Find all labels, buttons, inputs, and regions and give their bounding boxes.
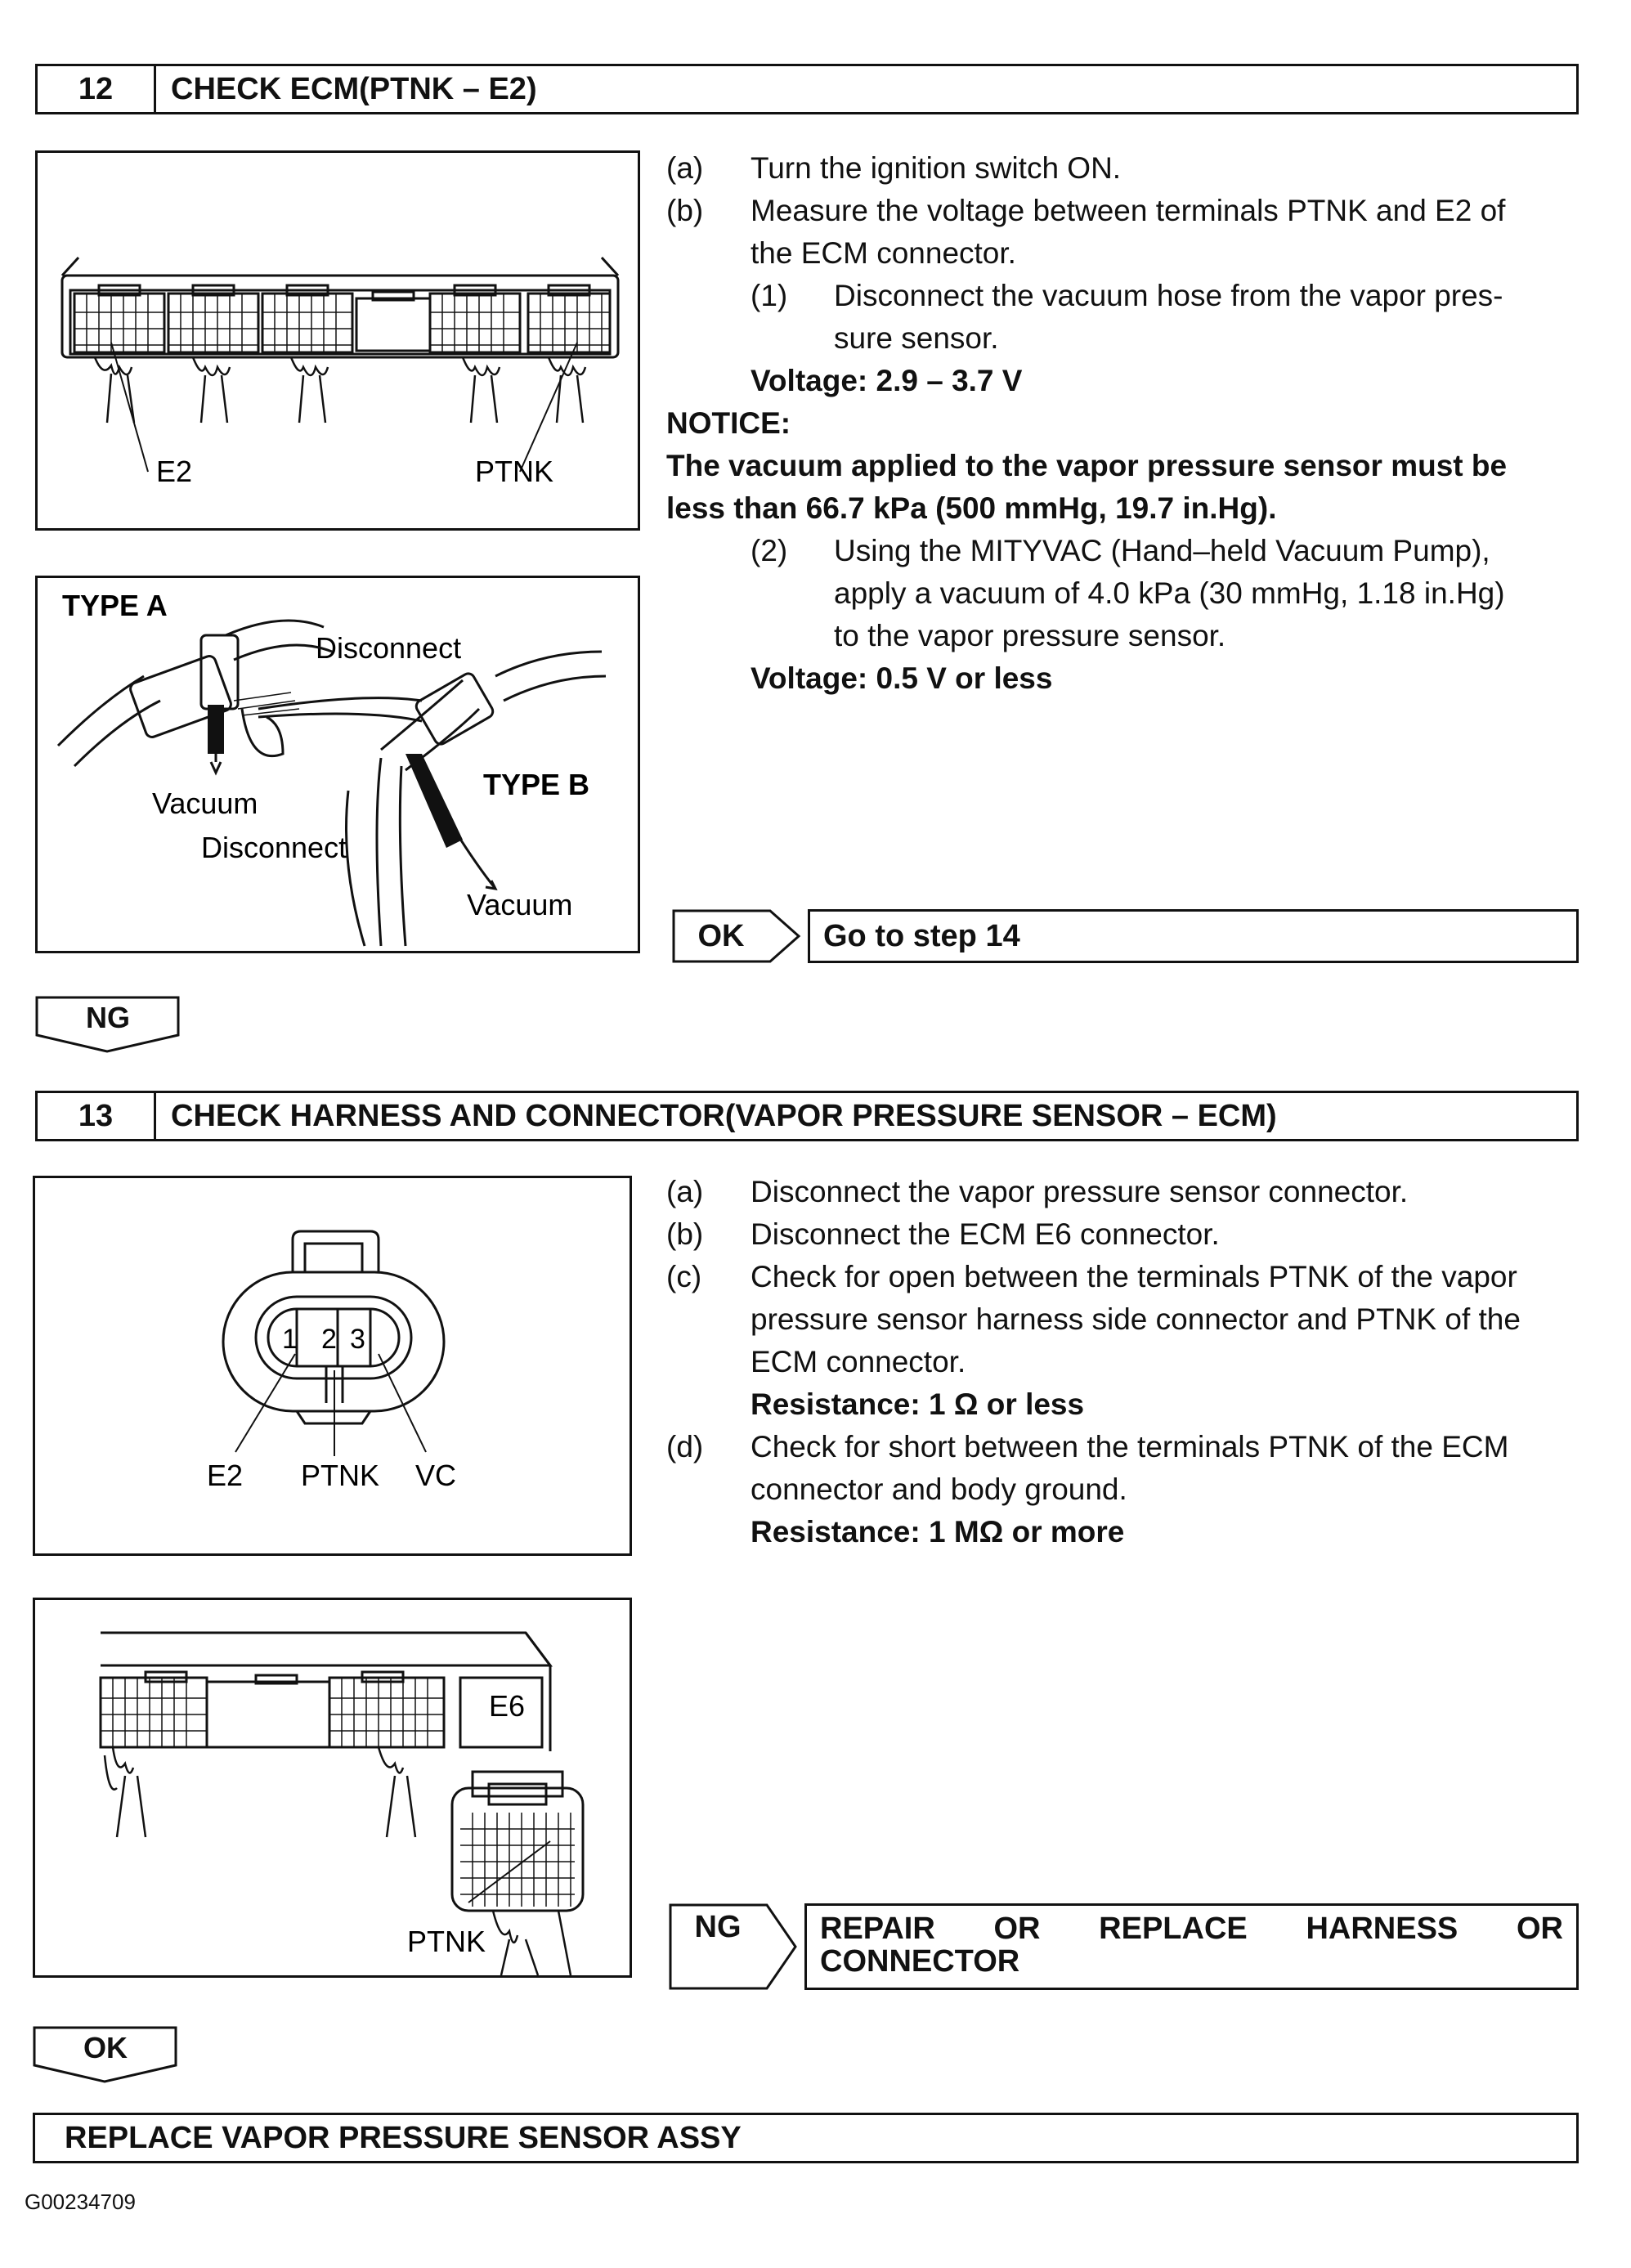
vacuum-a-label: Vacuum [152,787,258,820]
sensor-connector-drawing [35,1178,630,1553]
notice-heading: NOTICE: [666,406,791,440]
ng-label-12: NG [86,1001,130,1034]
pin-2: 2 [321,1324,337,1355]
step12-header [35,64,1579,114]
ok-label-13: OK [83,2031,128,2064]
harness-word: HARNESS [1306,1912,1458,1946]
fig1-e2-label: E2 [156,455,193,488]
fig3-vc-label: VC [415,1459,457,1492]
step13-header [35,1091,1579,1141]
ecm-connector-figure [35,150,640,531]
item-d-text-1: Check for short between the terminals PTNK of the ECM [751,1430,1509,1463]
voltage-spec-2: Voltage: 0.5 V or less [751,661,1053,695]
repair-replace-box [804,1903,1579,1990]
replace-sensor-text: REPLACE VAPOR PRESSURE SENSOR ASSY [65,2120,742,2155]
repair-line-2: CONNECTOR [820,1944,1020,1979]
go-to-step-14-box [808,909,1579,963]
resistance-spec-1: Resistance: 1 Ω or less [751,1387,1085,1421]
or-word-1: OR [993,1912,1041,1946]
type-b-label: TYPE B [483,768,590,801]
sub1-text-1: Disconnect the vacuum hose from the vapor pres- [834,279,1503,312]
item-d-text-2: connector and body ground. [751,1472,1127,1506]
item-b-text-1: Measure the voltage between terminals PTNK and E2 of [751,194,1506,227]
vacuum-hose-figure [35,576,640,953]
step13-instructions [666,1171,1582,1555]
sub1-label: (1) [751,279,788,312]
item-b-label: (b) [666,194,704,227]
disconnect-b-label: Disconnect [201,831,347,864]
item-b-text: Disconnect the ECM E6 connector. [751,1217,1220,1251]
item-a-text: Turn the ignition switch ON. [751,151,1122,185]
repair-word: REPAIR [820,1912,935,1946]
sub2-label: (2) [751,534,788,567]
voltage-spec-1: Voltage: 2.9 – 3.7 V [751,364,1023,397]
repair-line-1 [820,1912,1563,1945]
ecm-connector-drawing [38,153,638,528]
item-c-text-3: ECM connector. [751,1345,966,1378]
item-c-label: (c) [666,1260,702,1293]
ok-label: OK [697,918,745,953]
ecm-e6-figure [33,1598,632,1978]
fig3-ptnk-label: PTNK [301,1459,380,1492]
item-d-label: (d) [666,1430,704,1463]
or-word-2: OR [1516,1912,1563,1946]
go-to-step-14-text: Go to step 14 [823,918,1020,953]
sub2-text-1: Using the MITYVAC (Hand–held Vacuum Pump), [834,534,1490,567]
step-number: 13 [38,1093,156,1139]
fig3-e2-label: E2 [207,1459,244,1492]
step-title: CHECK HARNESS AND CONNECTOR(VAPOR PRESSURE SENSOR – ECM) [171,1098,1277,1133]
sensor-connector-figure [33,1176,632,1556]
pin-1: 1 [282,1324,298,1355]
fig4-ptnk-label: PTNK [407,1925,486,1958]
resistance-spec-2: Resistance: 1 MΩ or more [751,1515,1125,1549]
notice-text-2: less than 66.7 kPa (500 mmHg, 19.7 in.Hg). [666,491,1277,525]
step-number: 12 [38,66,156,112]
replace-word: REPLACE [1099,1912,1248,1946]
ecm-e6-drawing [35,1600,630,1975]
sub2-text-2: apply a vacuum of 4.0 kPa (30 mmHg, 1.18 in.Hg) [834,576,1505,610]
item-b-label: (b) [666,1217,704,1251]
fig1-ptnk-label: PTNK [475,455,554,488]
figure-code: G00234709 [25,2190,136,2214]
item-a-label: (a) [666,1175,704,1208]
sub1-text-2: sure sensor. [834,321,999,355]
replace-sensor-box [33,2113,1579,2163]
ng-label-13: NG [694,1909,742,1944]
item-b-text-2: the ECM connector. [751,236,1016,270]
sub2-text-3: to the vapor pressure sensor. [834,619,1226,652]
item-c-text-1: Check for open between the terminals PTNK of the vapor [751,1260,1517,1293]
vacuum-hose-drawing [38,578,638,951]
step12-instructions [666,147,1582,719]
item-a-label: (a) [666,151,704,185]
e6-label: E6 [489,1689,526,1723]
item-a-text: Disconnect the vapor pressure sensor connector. [751,1175,1409,1208]
step-title: CHECK ECM(PTNK – E2) [171,71,537,106]
vacuum-b-label: Vacuum [467,888,573,921]
item-c-text-2: pressure sensor harness side connector and PTNK of the [751,1302,1521,1336]
pin-3: 3 [350,1324,365,1355]
notice-text-1: The vacuum applied to the vapor pressure sensor must be [666,449,1508,482]
disconnect-a-label: Disconnect [316,631,462,665]
type-a-label: TYPE A [62,589,168,622]
